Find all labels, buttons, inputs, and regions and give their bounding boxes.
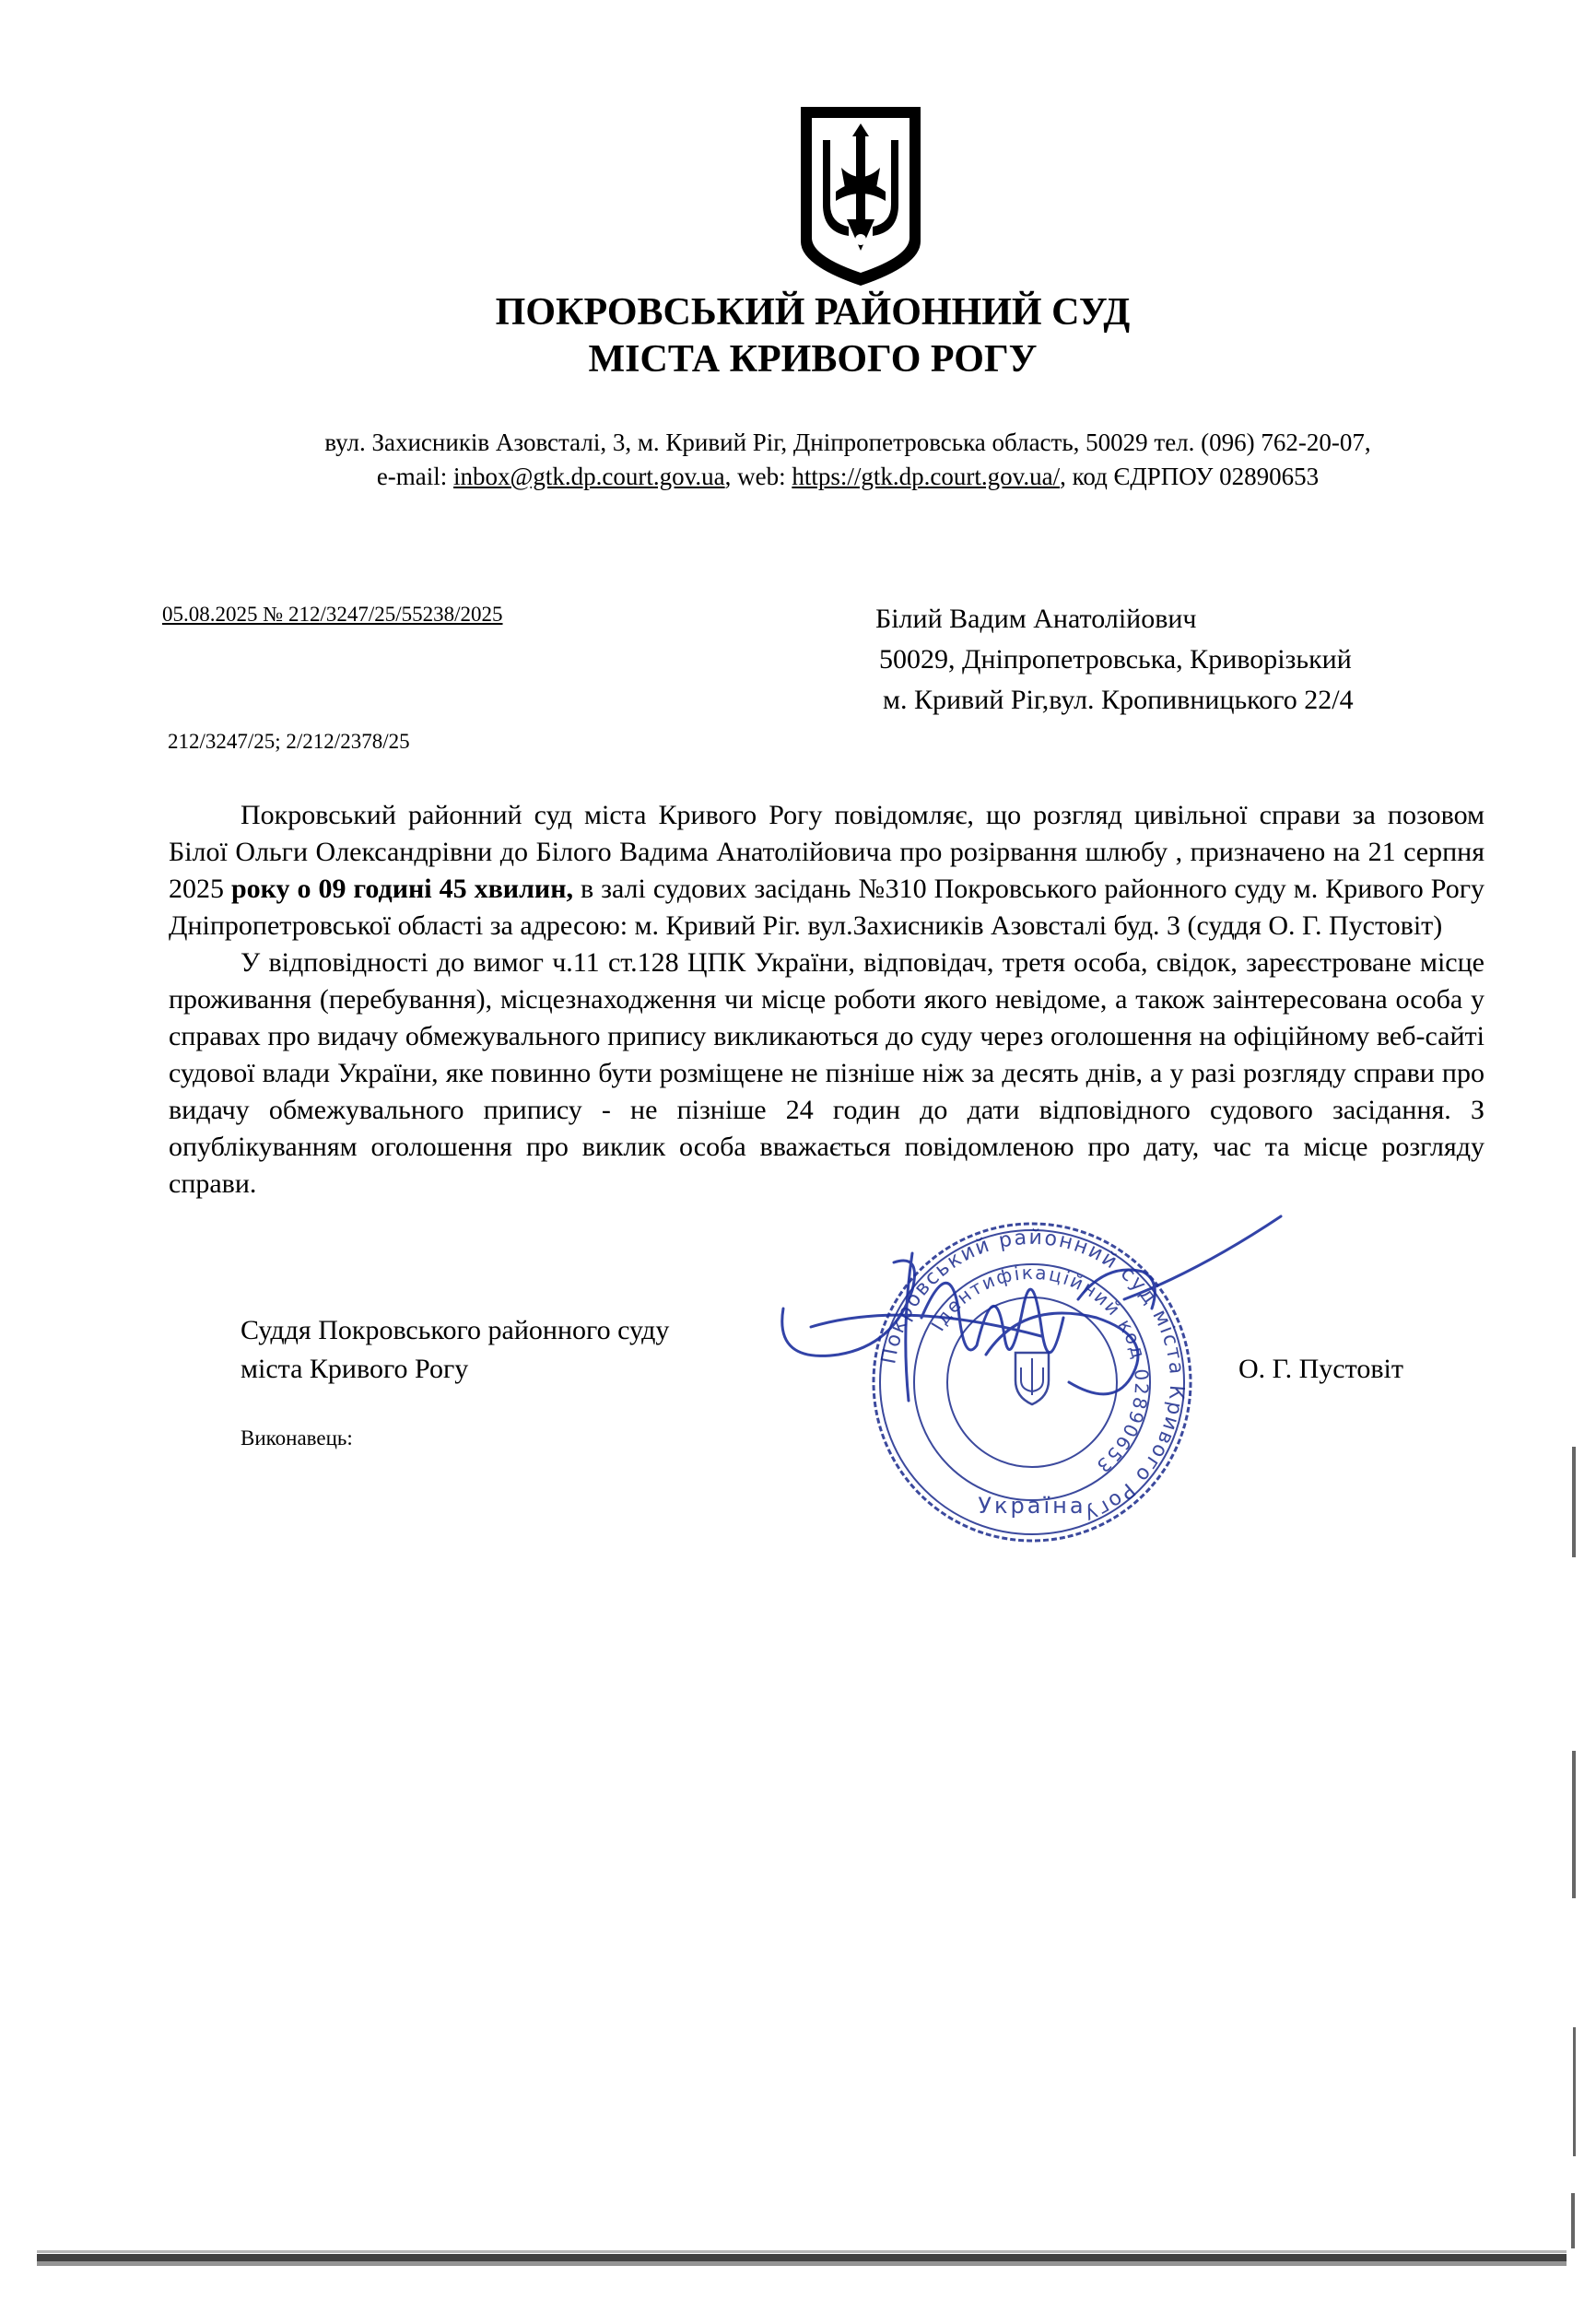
- notice-paragraph-1: [169, 797, 1485, 945]
- court-name-line1: ПОКРОВСЬКИЙ РАЙОННИЙ СУД: [495, 291, 1131, 334]
- paragraph-1-text: Покровський районний суд міста Кривого Рогу повідомляє, що розгляд цивільної справи за позовом Білої Ольги Олександрівни до Білого Вадима Анатолійовича про розірвання шлюбу , призначено на 21 серпня 2025: [169, 800, 1485, 904]
- email-link[interactable]: inbox@gtk.dp.court.gov.ua: [453, 463, 725, 490]
- trident-emblem-icon: [795, 103, 926, 289]
- signature-title-line2: міста Кривого Рогу: [241, 1354, 469, 1384]
- court-seal-stamp: [774, 1189, 1290, 1576]
- web-label: , web:: [724, 463, 792, 490]
- hearing-time: року о 09 годині 45 хвилин,: [231, 874, 573, 904]
- addressee-block: [875, 599, 1354, 721]
- addressee-name: Білий Вадим Анатолійович: [875, 604, 1197, 634]
- seal-outer-text: Покровський районний суд міста Кривого Рогу: [877, 1226, 1189, 1528]
- seal-country: Україна: [978, 1493, 1086, 1519]
- executor-label: Виконавець:: [241, 1426, 353, 1449]
- notice-body: [169, 797, 1485, 1203]
- court-address: вул. Захисників Азовсталі, 3, м. Кривий Ріг, Дніпропетровська область, 50029 тел. (096) 762-20-07,: [324, 428, 1371, 456]
- addressee-street: м. Кривий Ріг,вул. Кропивницького 22/4: [883, 685, 1354, 715]
- paragraph-1-text-end: в залі судових засідань №310 Покровського районного суду м. Кривого Рогу Дніпропетровської області за адресою: м. Кривий Ріг. вул.Захисників Азовсталі буд. 3 (суддя О. Г. Пустовіт): [169, 874, 1485, 941]
- court-name-line2: МІСТА КРИВОГО РОГУ: [588, 338, 1038, 381]
- outgoing-number: 05.08.2025 № 212/3247/25/55238/2025: [162, 603, 503, 626]
- edrpou-code: , код ЄДРПОУ 02890653: [1060, 463, 1320, 490]
- addressee-region: 50029, Дніпропетровська, Криворізький: [879, 644, 1352, 675]
- case-numbers: 212/3247/25; 2/212/2378/25: [168, 730, 410, 753]
- judge-name: О. Г. Пустовіт: [1238, 1354, 1403, 1384]
- web-link[interactable]: https://gtk.dp.court.gov.ua/: [792, 463, 1061, 490]
- signature-title: [241, 1311, 669, 1389]
- seal-inner-text: Ідентифікаційний код 02890653: [926, 1261, 1154, 1479]
- court-contacts: [138, 461, 1557, 492]
- notice-paragraph-2: У відповідності до вимог ч.11 ст.128 ЦПК України, відповідач, третя особа, свідок, зареєстроване місце проживання (перебування), місцезнаходження чи місце роботи якого невідоме, а також заінтересована особа у справах про видачу обмежувального припису викликаються до суду через оголошення на офіційному веб-сайті судової влади України, яке повинно бути розміщене не пізніше ніж за десять днів, а у разі розгляду справи про видачу обмежувального припису - не пізніше 24 годин до дати відповідного судового засідання. З опублікуванням оголошення про виклик особа вважається повідомленою про дату, час та місце розгляду справи.: [169, 947, 1485, 1199]
- email-label: e-mail:: [376, 463, 454, 490]
- signature-title-line1: Суддя Покровського районного суду: [241, 1315, 670, 1345]
